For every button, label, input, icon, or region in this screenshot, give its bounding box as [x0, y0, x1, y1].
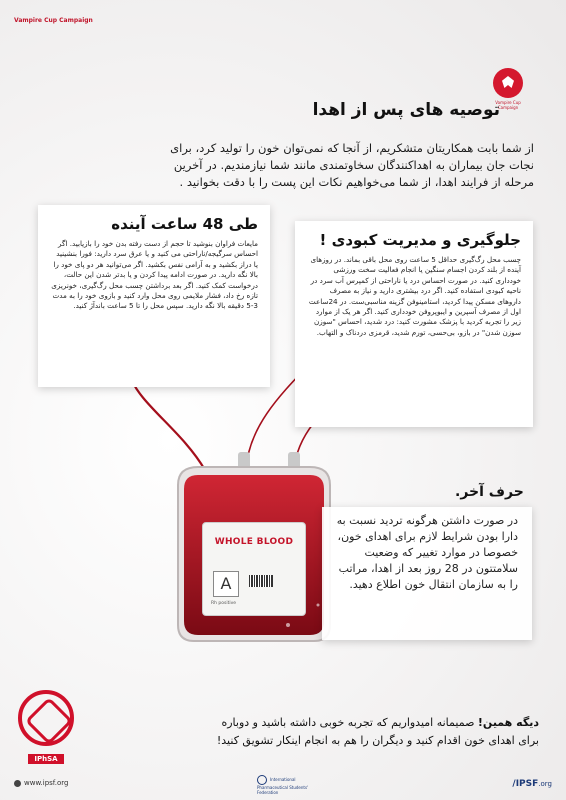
card-body: مایعات فراوان بنوشید تا حجم از دست رفته بدن خود را بازیابید. اگر احساس سرگیجه/ناراحتی می کنید و یا عرق سرد دارید: فورا بنشینید یا دراز بکشید و به آرامی نفس بکشید. اگر می‌توانید هر دو پای خود را بالا نگه دارید. در صورت ادامه پیدا کردن و یا بدتر شدن این حالت، درخواست کمک کنید. اگر بعد برداشتن چسب محل رگ‌گیری، خونریزی تازه رخ داد، فشار ملایمی روی محل وارد کنید و بازوی خود را به مدت 3-5 دقیقه بالا نگه دارید. سپس محل را تا 5 ساعت باندآژ کنید.: [51, 239, 258, 311]
closing-text: صمیمانه امیدواریم که تجربه خوبی داشته باشید و دوباره برای اهدای خون اقدام کنید و دیگران را هم به انجام اینکار تشویق کنید!: [216, 716, 539, 747]
ipsf-brand-suffix: .org: [538, 780, 552, 788]
ipsf-brand: /IPSF.org: [512, 779, 552, 789]
iphsa-logo: [16, 690, 76, 766]
logo-label: Vampire Cup Campaign: [495, 100, 521, 110]
ipsf-emblem-icon: [257, 775, 267, 785]
globe-icon: [14, 780, 21, 787]
blood-type: A: [213, 571, 239, 597]
website-text: www.ipsf.org: [24, 779, 69, 787]
ipsf-logo: [257, 775, 327, 795]
ipsf-brand-name: IPSF: [515, 779, 539, 789]
barcode-icon: [249, 575, 273, 587]
ipsf-logo-text: International Pharmaceutical Students' Federation: [257, 777, 309, 795]
whole-blood-label: WHOLE BLOOD: [214, 537, 294, 547]
iphsa-tag: IPhSA: [28, 754, 63, 764]
blood-bag-label: [202, 522, 306, 616]
closing-message: [205, 714, 539, 750]
intro-paragraph: از شما بابت همکاریتان متشکریم، از آنجا که نمی‌توان خون را تولید کرد، برای نجات جان بیماران به اهداکنندگان سخاوتمندی مانند شما نیازمندیم. در آخرین مرحله از فرایند اهدا، از شما می‌خواهیم نکات این پست را با دقت بخوانید .: [170, 141, 534, 189]
closing-lead: دیگه همین!: [477, 716, 539, 729]
campaign-label: Vampire Cup Campaign: [14, 17, 93, 24]
iphsa-emblem-icon: [18, 690, 74, 746]
page-title: توصیه های پس از اهدا: [312, 100, 500, 120]
card-title: طی 48 ساعت آینده: [111, 215, 258, 233]
rh-label: Rh positive: [211, 601, 237, 606]
final-word-title: حرف آخر.: [455, 484, 524, 500]
website-link[interactable]: [14, 779, 68, 787]
bat-icon: [493, 68, 523, 98]
final-word-card: [322, 507, 532, 640]
bruise-management-card: [295, 221, 533, 427]
next-48-hours-card: [38, 205, 270, 387]
card-body: در صورت داشتن هرگونه تردید نسبت به دارا بودن شرایط لازم برای اهدای خون، خصوصا در موارد تغییر که وضعیت سلامتتون در 28 روز بعد از اهدا، مراتب را به سازمان انتقال خون اطلاع دهید.: [336, 514, 518, 591]
card-body: چسب محل رگ‌گیری حداقل 5 ساعت روی محل باقی بماند. در روزهای آینده از بلند کردن اجسام سنگین یا انجام فعالیت سخت ورزشی خودداری کنید. در صورت احساس درد یا ناراحتی از کمپرس آب سرد در ناحیه کبودی استفاده کنید. اگر درد بیشتری دارید و نیاز به مصرف داروهای مسکن پیدا کردید، استامینوفن گزینه مناسبی‌ست. در 24ساعت اول از مصرف آسپرین و ایبوپروفن خودداری کنید. اگر هر یک از موارد زیر را تجربه کردید با پزشک مشورت کنید: درد شدید، احساس "سوزن سوزن شدن" در بازو، بی‌حسی، تورم شدید، قرمزی دردناک و التهاب.: [308, 255, 521, 337]
card-title: جلوگیری و مدیریت کبودی !: [319, 231, 521, 249]
